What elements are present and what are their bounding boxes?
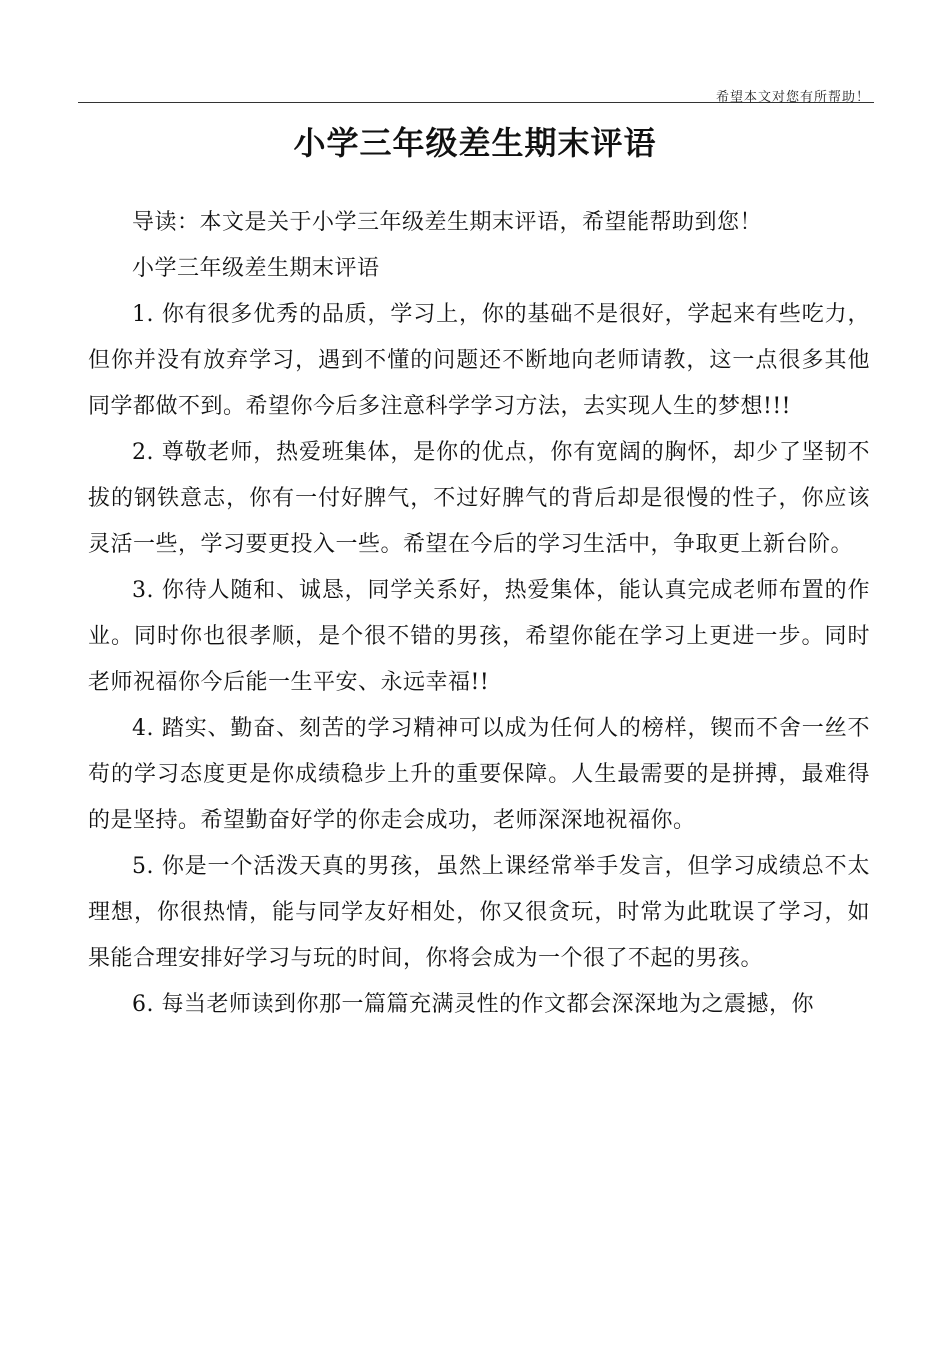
header-divider [78, 102, 874, 103]
paragraph-comment-1: 1. 你有很多优秀的品质，学习上，你的基础不是很好，学起来有些吃力，但你并没有放弃学习，遇到不懂的问题还不断地向老师请教，这一点很多其他同学都做不到。希望你今后多注意科学学习方法，去实现人生的梦想!!! [88, 302, 870, 419]
paragraph-comment-6: 6. 每当老师读到你那一篇篇充满灵性的作文都会深深地为之震撼，你 [132, 992, 814, 1017]
paragraph-comment-3: 3. 你待人随和、诚恳，同学关系好，热爱集体，能认真完成老师布置的作业。同时你也很孝顺，是个很不错的男孩，希望你能在学习上更进一步。同时老师祝福你今后能一生平安、永远幸福!! [88, 578, 870, 695]
paragraph-comment-4: 4. 踏实、勤奋、刻苦的学习精神可以成为任何人的榜样，锲而不舍一丝不苟的学习态度更是你成绩稳步上升的重要保障。人生最需要的是拼搏，最难得的是坚持。希望勤奋好学的你走会成功，老师深深地祝福你。 [88, 716, 870, 833]
document-body [88, 200, 870, 1028]
paragraph-comment-5: 5. 你是一个活泼天真的男孩，虽然上课经常举手发言，但学习成绩总不太理想，你很热情，能与同学友好相处，你又很贪玩，时常为此耽误了学习，如果能合理安排好学习与玩的时间，你将会成为一个很了不起的男孩。 [88, 854, 870, 971]
paragraph-comment-2: 2. 尊敬老师，热爱班集体，是你的优点，你有宽阔的胸怀，却少了坚韧不拔的钢铁意志，你有一付好脾气，不过好脾气的背后却是很慢的性子，你应该灵活一些，学习要更投入一些。希望在今后的学习生活中，争取更上新台阶。 [88, 440, 870, 557]
header-note: 希望本文对您有所帮助！ [715, 90, 870, 105]
paragraph-intro: 导读：本文是关于小学三年级差生期末评语，希望能帮助到您！ [132, 210, 763, 235]
paragraph-subtitle: 小学三年级差生期末评语 [132, 256, 380, 281]
document-title: 小学三年级差生期末评语 [293, 124, 657, 162]
